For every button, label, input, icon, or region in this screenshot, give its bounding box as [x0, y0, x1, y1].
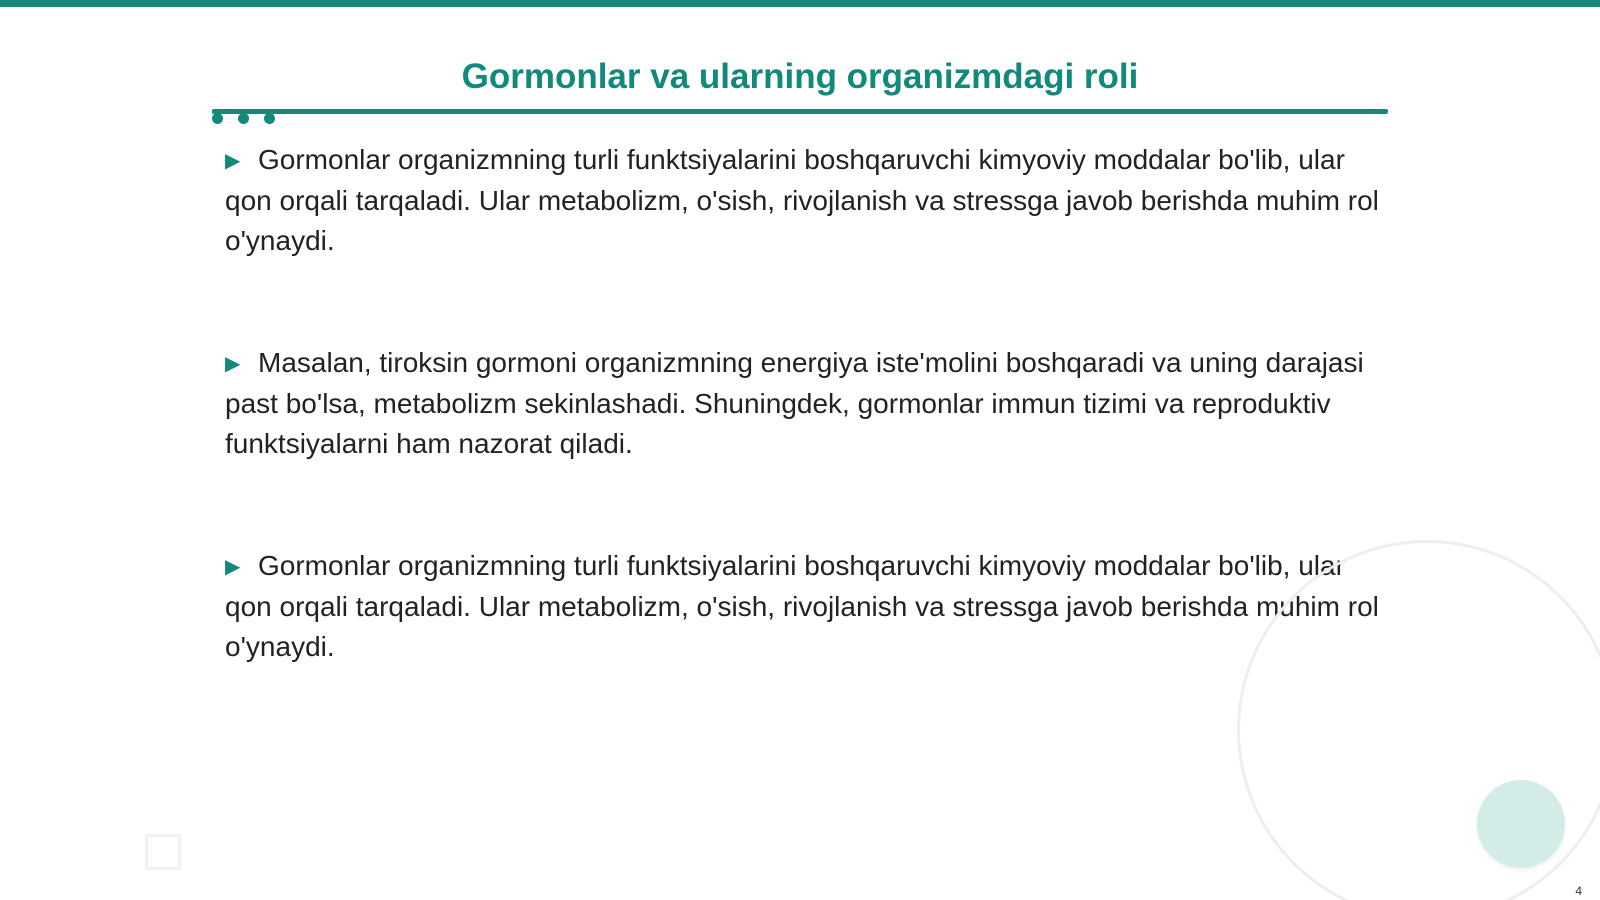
triangle-bullet-icon: ▶ — [225, 556, 241, 578]
bullet-list — [225, 140, 1385, 749]
triangle-bullet-icon: ▶ — [225, 150, 241, 172]
underline-dot — [212, 113, 223, 124]
decorative-circle — [1477, 780, 1565, 868]
title-underline — [212, 109, 1388, 114]
page-number: 4 — [1575, 884, 1582, 898]
bullet-item — [225, 140, 1385, 261]
bullet-item — [225, 546, 1385, 667]
top-accent-bar — [0, 0, 1600, 7]
triangle-bullet-icon: ▶ — [225, 353, 241, 375]
underline-dot — [264, 113, 275, 124]
bullet-text: Masalan, tiroksin gormoni organizmning energiya iste'molini boshqaradi va uning darajasi past bo'lsa, metabolizm sekinlashadi. Shuningdek, gormonlar immun tizimi va reproduktiv funktsiyalarni ham nazorat qiladi. — [225, 347, 1364, 459]
bullet-item — [225, 343, 1385, 464]
decorative-square — [145, 834, 181, 870]
bullet-text: Gormonlar organizmning turli funktsiyalarini boshqaruvchi kimyoviy moddalar bo'lib, ular qon orqali tarqaladi. Ular metabolizm, o'sish, rivojlanish va stressga javob berishda muhim rol o'ynaydi. — [225, 550, 1379, 662]
bullet-text: Gormonlar organizmning turli funktsiyalarini boshqaruvchi kimyoviy moddalar bo'lib, ular qon orqali tarqaladi. Ular metabolizm, o'sish, rivojlanish va stressga javob berishda muhim rol o'ynaydi. — [225, 144, 1379, 256]
slide-title: Gormonlar va ularning organizmdagi roli — [461, 57, 1139, 96]
underline-dot — [238, 113, 249, 124]
